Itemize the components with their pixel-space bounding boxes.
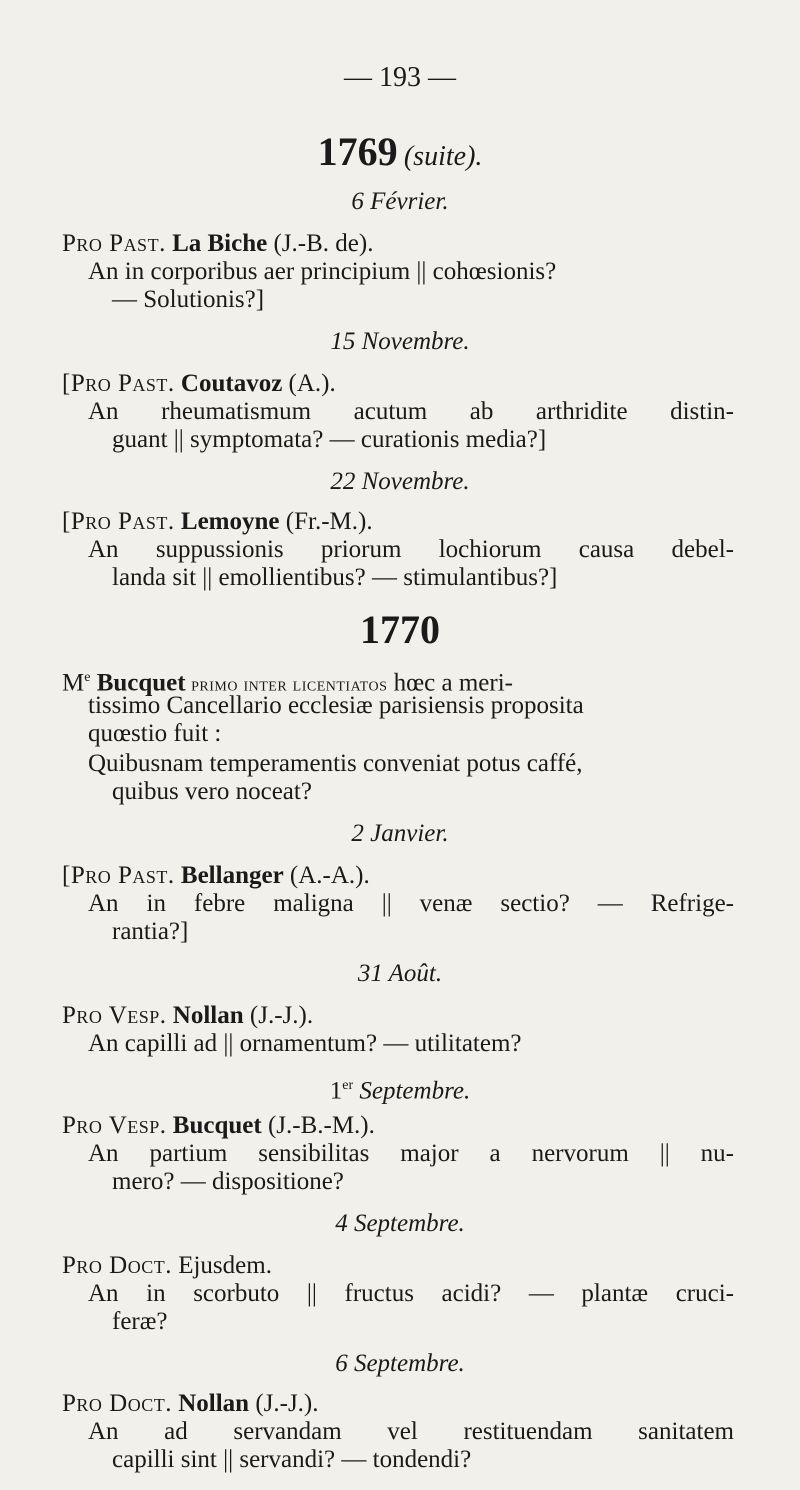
candidate-initials: (A.).	[282, 370, 336, 397]
pro-label: Pro Doct.	[62, 1252, 172, 1279]
thesis-line: — Solutionis?]	[112, 286, 265, 313]
candidate-name: Coutavoz	[180, 370, 283, 397]
entry-header	[62, 370, 336, 398]
entry-header	[62, 1112, 375, 1140]
candidate-initials: (J.-B.-M.).	[261, 1112, 375, 1139]
candidate-initials: (J.-J.).	[243, 1002, 314, 1029]
thesis-line: An ad servandam vel restituendam sanitatem	[88, 1418, 734, 1445]
candidate-name: Bucquet	[96, 669, 186, 697]
thesis-line: An capilli ad || ornamentum? — utilitatem?	[88, 1030, 522, 1057]
date-month: Septembre.	[353, 1077, 471, 1105]
pro-label: Pro Past.	[62, 230, 166, 257]
master-abbrev: M	[62, 669, 85, 697]
intro-line: Quibusnam temperamentis conveniat potus caffé,	[88, 750, 583, 777]
thesis-line: An rheumatismum acutum ab arthridite distin-	[88, 398, 734, 425]
intro-line: quibus vero noceat?	[112, 778, 312, 805]
page-number: — 193 —	[344, 62, 456, 93]
candidate-name: La Biche	[172, 230, 268, 257]
candidate-name: Lemoyne	[180, 508, 280, 535]
candidate-name: Bellanger	[180, 862, 284, 889]
intro-text: hœc a meri-	[387, 669, 513, 697]
year-1769: 1769	[317, 129, 398, 174]
pro-label: Pro Vesp.	[62, 1002, 167, 1029]
pro-label: [Pro Past.	[62, 508, 175, 535]
date-heading: 4 Septembre.	[335, 1210, 465, 1237]
entry-header	[62, 862, 370, 890]
candidate-initials: (Fr.-M.).	[279, 508, 373, 535]
thesis-line: rantia?]	[112, 918, 189, 945]
pro-label: [Pro Past.	[62, 862, 175, 889]
suite-label: (suite).	[403, 141, 483, 172]
thesis-line: mero? — dispositione?	[112, 1168, 344, 1195]
candidate-name: Ejusdem.	[178, 1252, 272, 1279]
year-heading-1770: 1770	[360, 607, 440, 652]
date-heading: 6 Février.	[351, 188, 449, 215]
date-heading: 2 Janvier.	[351, 820, 449, 847]
thesis-line: An partium sensibilitas major a nervorum || nu-	[88, 1140, 734, 1167]
year-heading-1769	[0, 130, 800, 174]
thesis-line: An suppussionis priorum lochiorum causa debel-	[88, 536, 734, 563]
thesis-line: landa sit || emollientibus? — stimulantibus?]	[112, 564, 558, 591]
date-heading: 15 Novembre.	[330, 328, 470, 355]
date-heading: 31 Août.	[357, 960, 443, 987]
entry-header	[62, 230, 373, 258]
master-sup: e	[84, 670, 91, 685]
thesis-line: An in scorbuto || fructus acidi? — plantæ cruci-	[88, 1280, 734, 1307]
candidate-initials: (J.-J.).	[249, 1390, 319, 1417]
date-sup: er	[342, 1078, 354, 1093]
thesis-line: feræ?	[112, 1308, 168, 1335]
entry-header	[62, 1002, 313, 1030]
primo-label: primo inter licentiatos	[185, 673, 388, 696]
date-heading: 6 Septembre.	[335, 1350, 465, 1377]
pro-label: Pro Vesp.	[62, 1112, 167, 1139]
candidate-initials: (J.-B. de).	[267, 230, 374, 257]
pro-label: Pro Doct.	[62, 1390, 172, 1417]
thesis-line: An in corporibus aer principium || cohœsionis?	[88, 258, 557, 285]
entry-header	[62, 508, 373, 536]
candidate-initials: (A.-A.).	[283, 862, 370, 889]
thesis-line: capilli sint || servandi? — tondendi?	[112, 1446, 472, 1473]
pro-label: [Pro Past.	[62, 370, 175, 397]
date-heading	[0, 1072, 800, 1105]
candidate-name: Nollan	[178, 1390, 250, 1417]
date-heading: 22 Novembre.	[330, 468, 470, 495]
candidate-name: Nollan	[172, 1002, 244, 1029]
intro-line: tissimo Cancellario ecclesiæ parisiensis proposita	[88, 692, 584, 719]
date-number: 1	[329, 1077, 343, 1105]
entry-header	[62, 1252, 272, 1280]
thesis-line: guant || symptomata? — curationis media?]	[112, 426, 547, 453]
thesis-line: An in febre maligna || venæ sectio? — Refrige-	[88, 890, 734, 917]
candidate-name: Bucquet	[172, 1112, 262, 1139]
entry-header	[62, 1390, 319, 1418]
intro-line: quœstio fuit :	[88, 720, 222, 747]
